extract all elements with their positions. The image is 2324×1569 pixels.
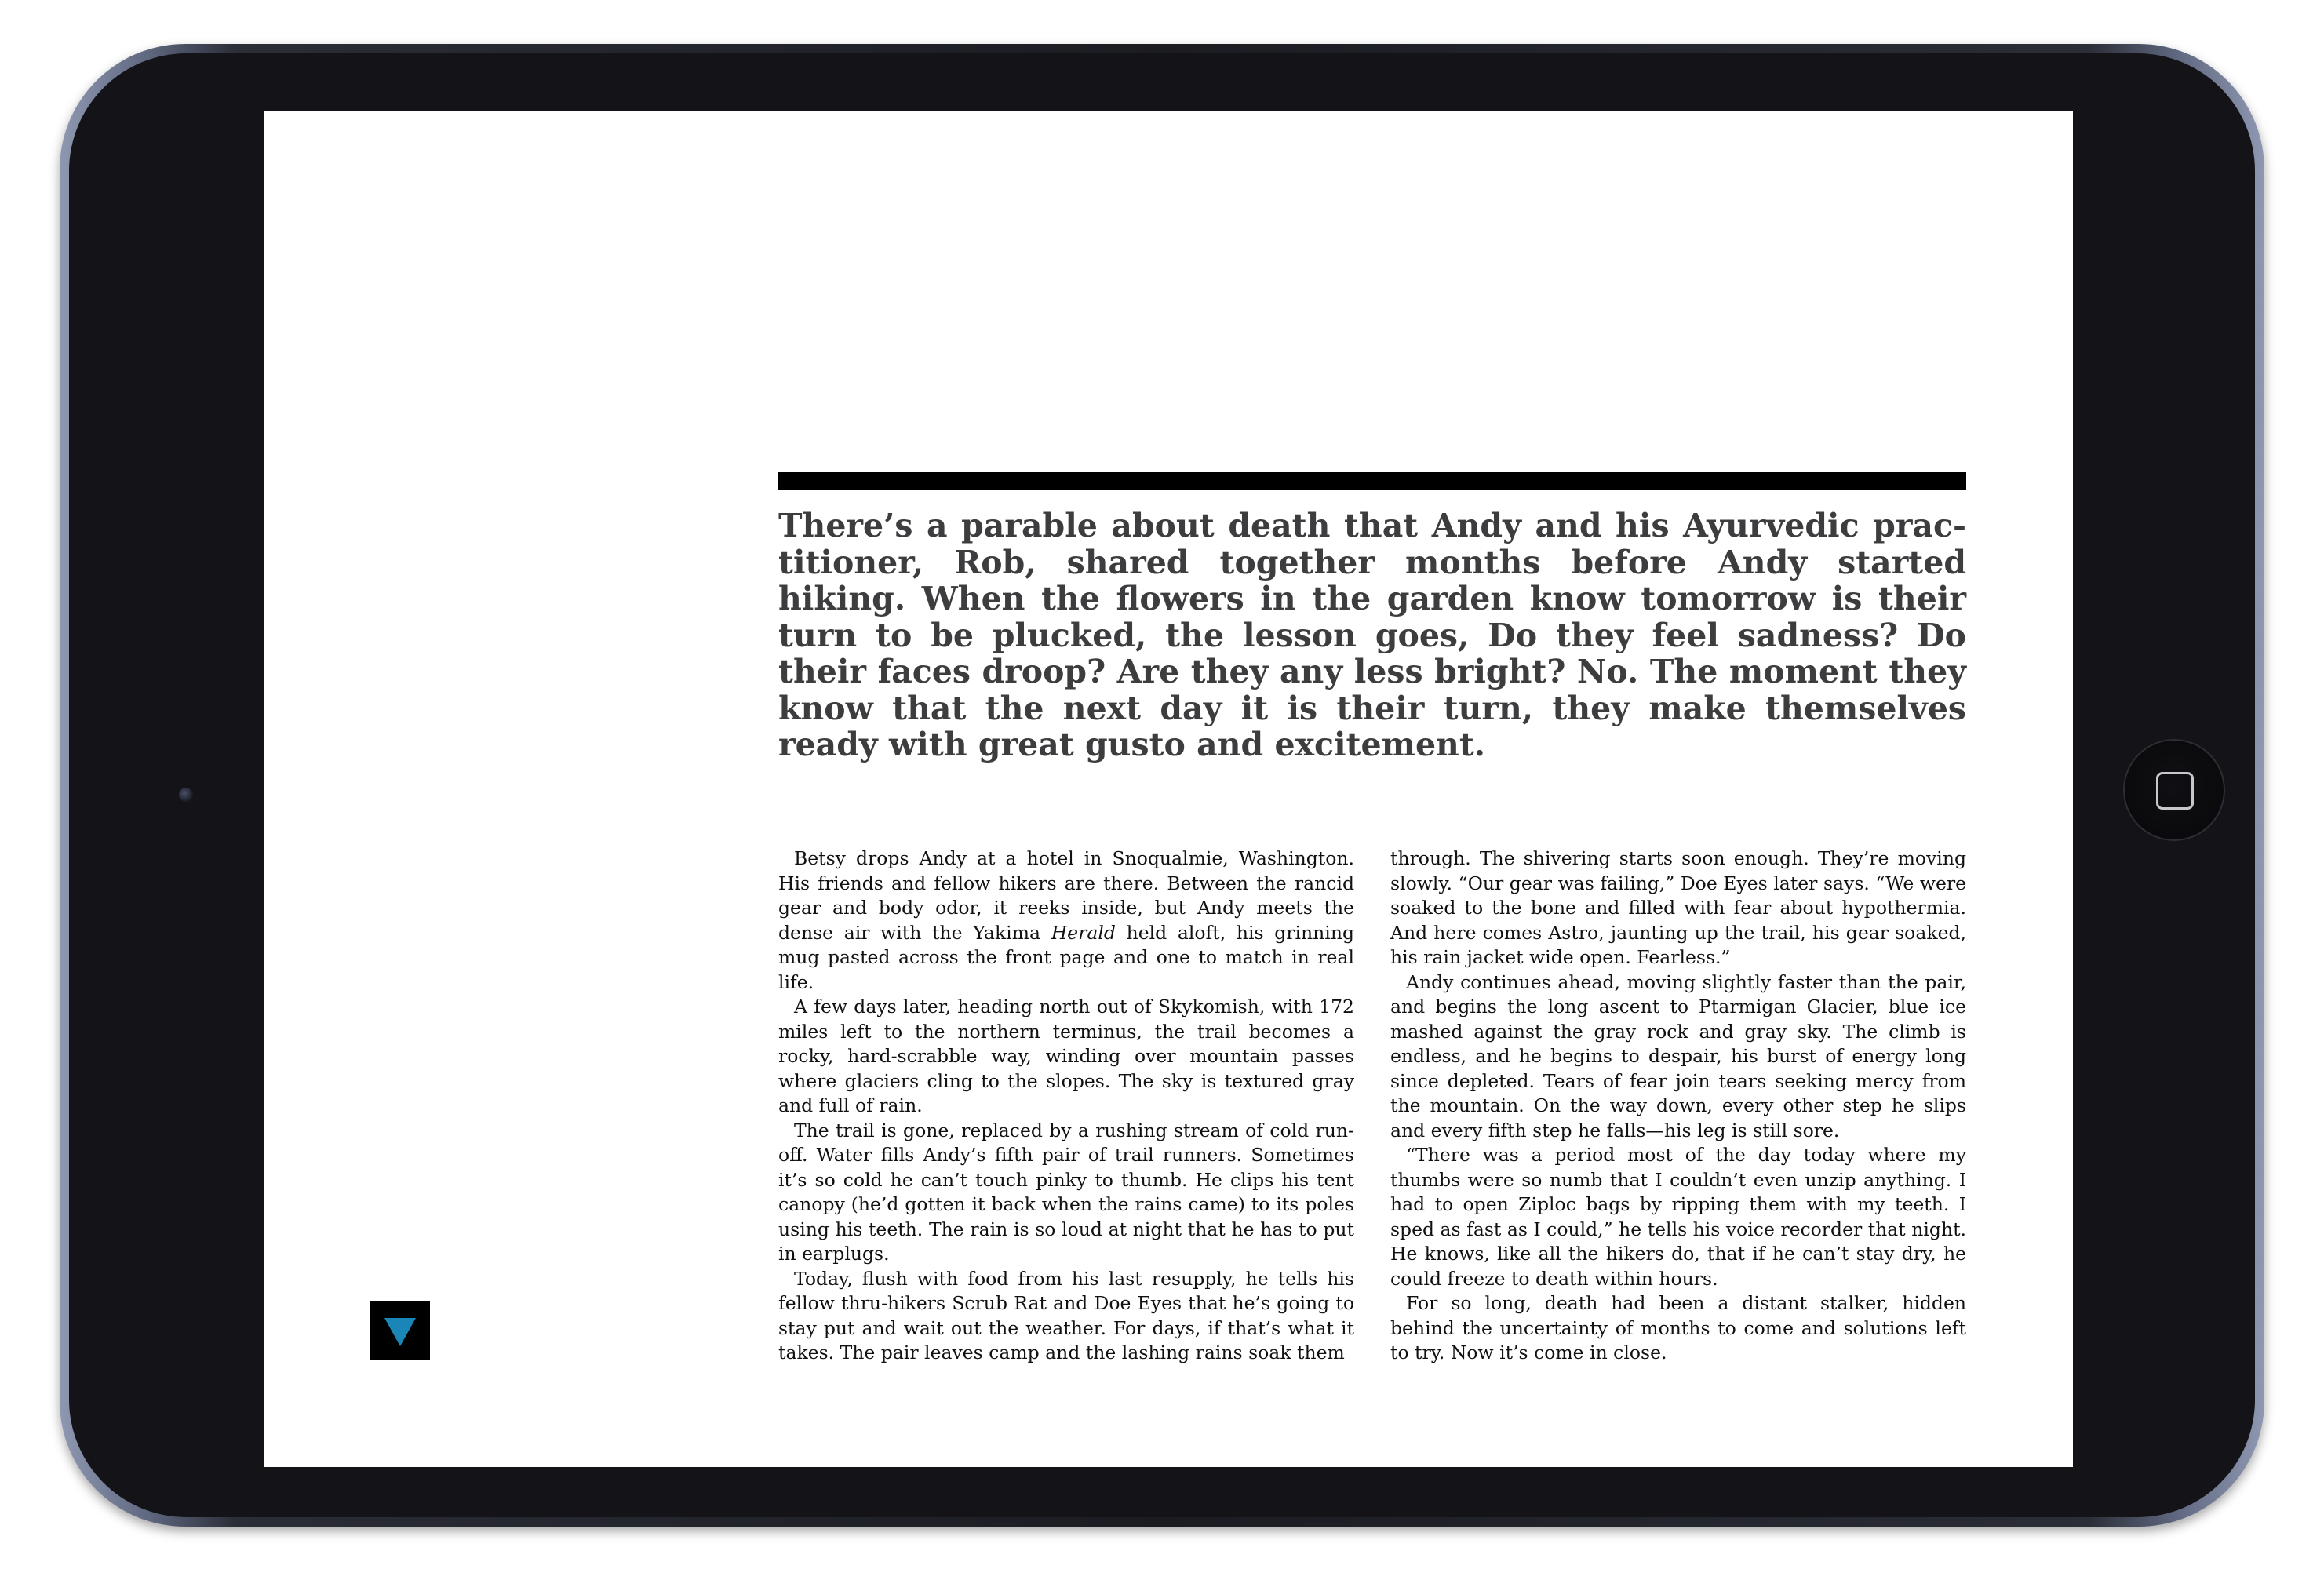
article-body <box>778 846 1966 1366</box>
pull-quote-rule <box>778 472 1966 490</box>
reader-page <box>264 111 2073 1467</box>
paragraph: The trail is gone, replaced by a rushing stream of cold runoff. Water fills Andy’s fifth pair of trail runners. Sometimes it’s so cold he can’t touch pinky to thumb. He clips his tent canopy (he’d gotten it back when the rains came) to its poles using his teeth. The rain is so loud at night that he has to put in earplugs. <box>778 1119 1354 1265</box>
paragraph: Andy continues ahead, moving slightly faster than the pair, and begins the long ascent to Ptarmigan Glacier, blue ice mashed against the gray rock and gray sky. The climb is endless, and he begins to despair, his burst of energy long since depleted. Tears of fear join tears seeking mercy from the mountain. On the way down, every other step he slips and every fifth step he falls—his leg is still sore. <box>1390 970 1966 1141</box>
paragraph: Today, flush with food from his last resupply, he tells his fellow thru-hikers Scrub Rat and Doe Eyes that he’s going to stay put and wait out the weather. For days, if that’s what it takes. The pair leaves camp and the lashing rains soak them <box>778 1267 1354 1363</box>
paragraph: “There was a period most of the day today where my thumbs were so numb that I couldn’t even unzip anything. I had to open Ziploc bags by ripping them with my teeth. I sped as fast as I could,” he tells his voice recorder that night. He knows, like all the hikers do, that if he can’t stay dry, he could freeze to death within hours. <box>1390 1144 1966 1290</box>
home-square-icon <box>2156 772 2194 810</box>
paragraph <box>778 846 1354 995</box>
home-button[interactable] <box>2123 739 2225 841</box>
front-camera-icon <box>179 788 193 802</box>
publication-name: Herald <box>1051 921 1116 944</box>
pull-quote: There’s a parable about death that Andy and his Ayurvedic practitioner, Rob, shared together months before Andy started hiking. When the flowers in the garden know tomorrow is their turn to be plucked, the lesson goes, Do they feel sadness? Do their faces droop? Are they any less bright? No. The moment they know that the next day it is their turn, they make themselves ready with great gusto and excitement. <box>778 507 1966 763</box>
paragraph: A few days later, heading north out of Skykomish, with 172 miles left to the northern terminus, the trail becomes a rocky, hard-scrabble way, winding over mountain passes where glaciers cling to the slopes. The sky is textured gray and full of rain. <box>778 996 1354 1116</box>
column-right <box>1390 846 1966 1366</box>
column-left <box>778 846 1354 1366</box>
down-triangle-icon <box>370 1301 430 1360</box>
paragraph-text: Betsy drops Andy at a hotel in Snoqualmie, Washington. His friends and fellow hikers are there. Between the rancid gear and body odor, it reeks inside, but Andy meets the dense air with the Yakima <box>778 847 1354 944</box>
end-mark-button[interactable] <box>370 1301 430 1360</box>
paragraph-text: held aloft, his grinning mug pasted across the front page and one to match in real life. <box>778 921 1354 993</box>
paragraph: For so long, death had been a distant stalker, hidden behind the uncertainty of months to come and solutions left to try. Now it’s come in close. <box>1390 1292 1966 1363</box>
paragraph: through. The shivering starts soon enough. They’re moving slowly. “Our gear was failing,” Doe Eyes later says. “We were soaked to the bone and filled with fear about hypothermia. And here comes Astro, jaunting up the trail, his gear soaked, his rain jacket wide open. Fearless.” <box>1390 847 1966 968</box>
